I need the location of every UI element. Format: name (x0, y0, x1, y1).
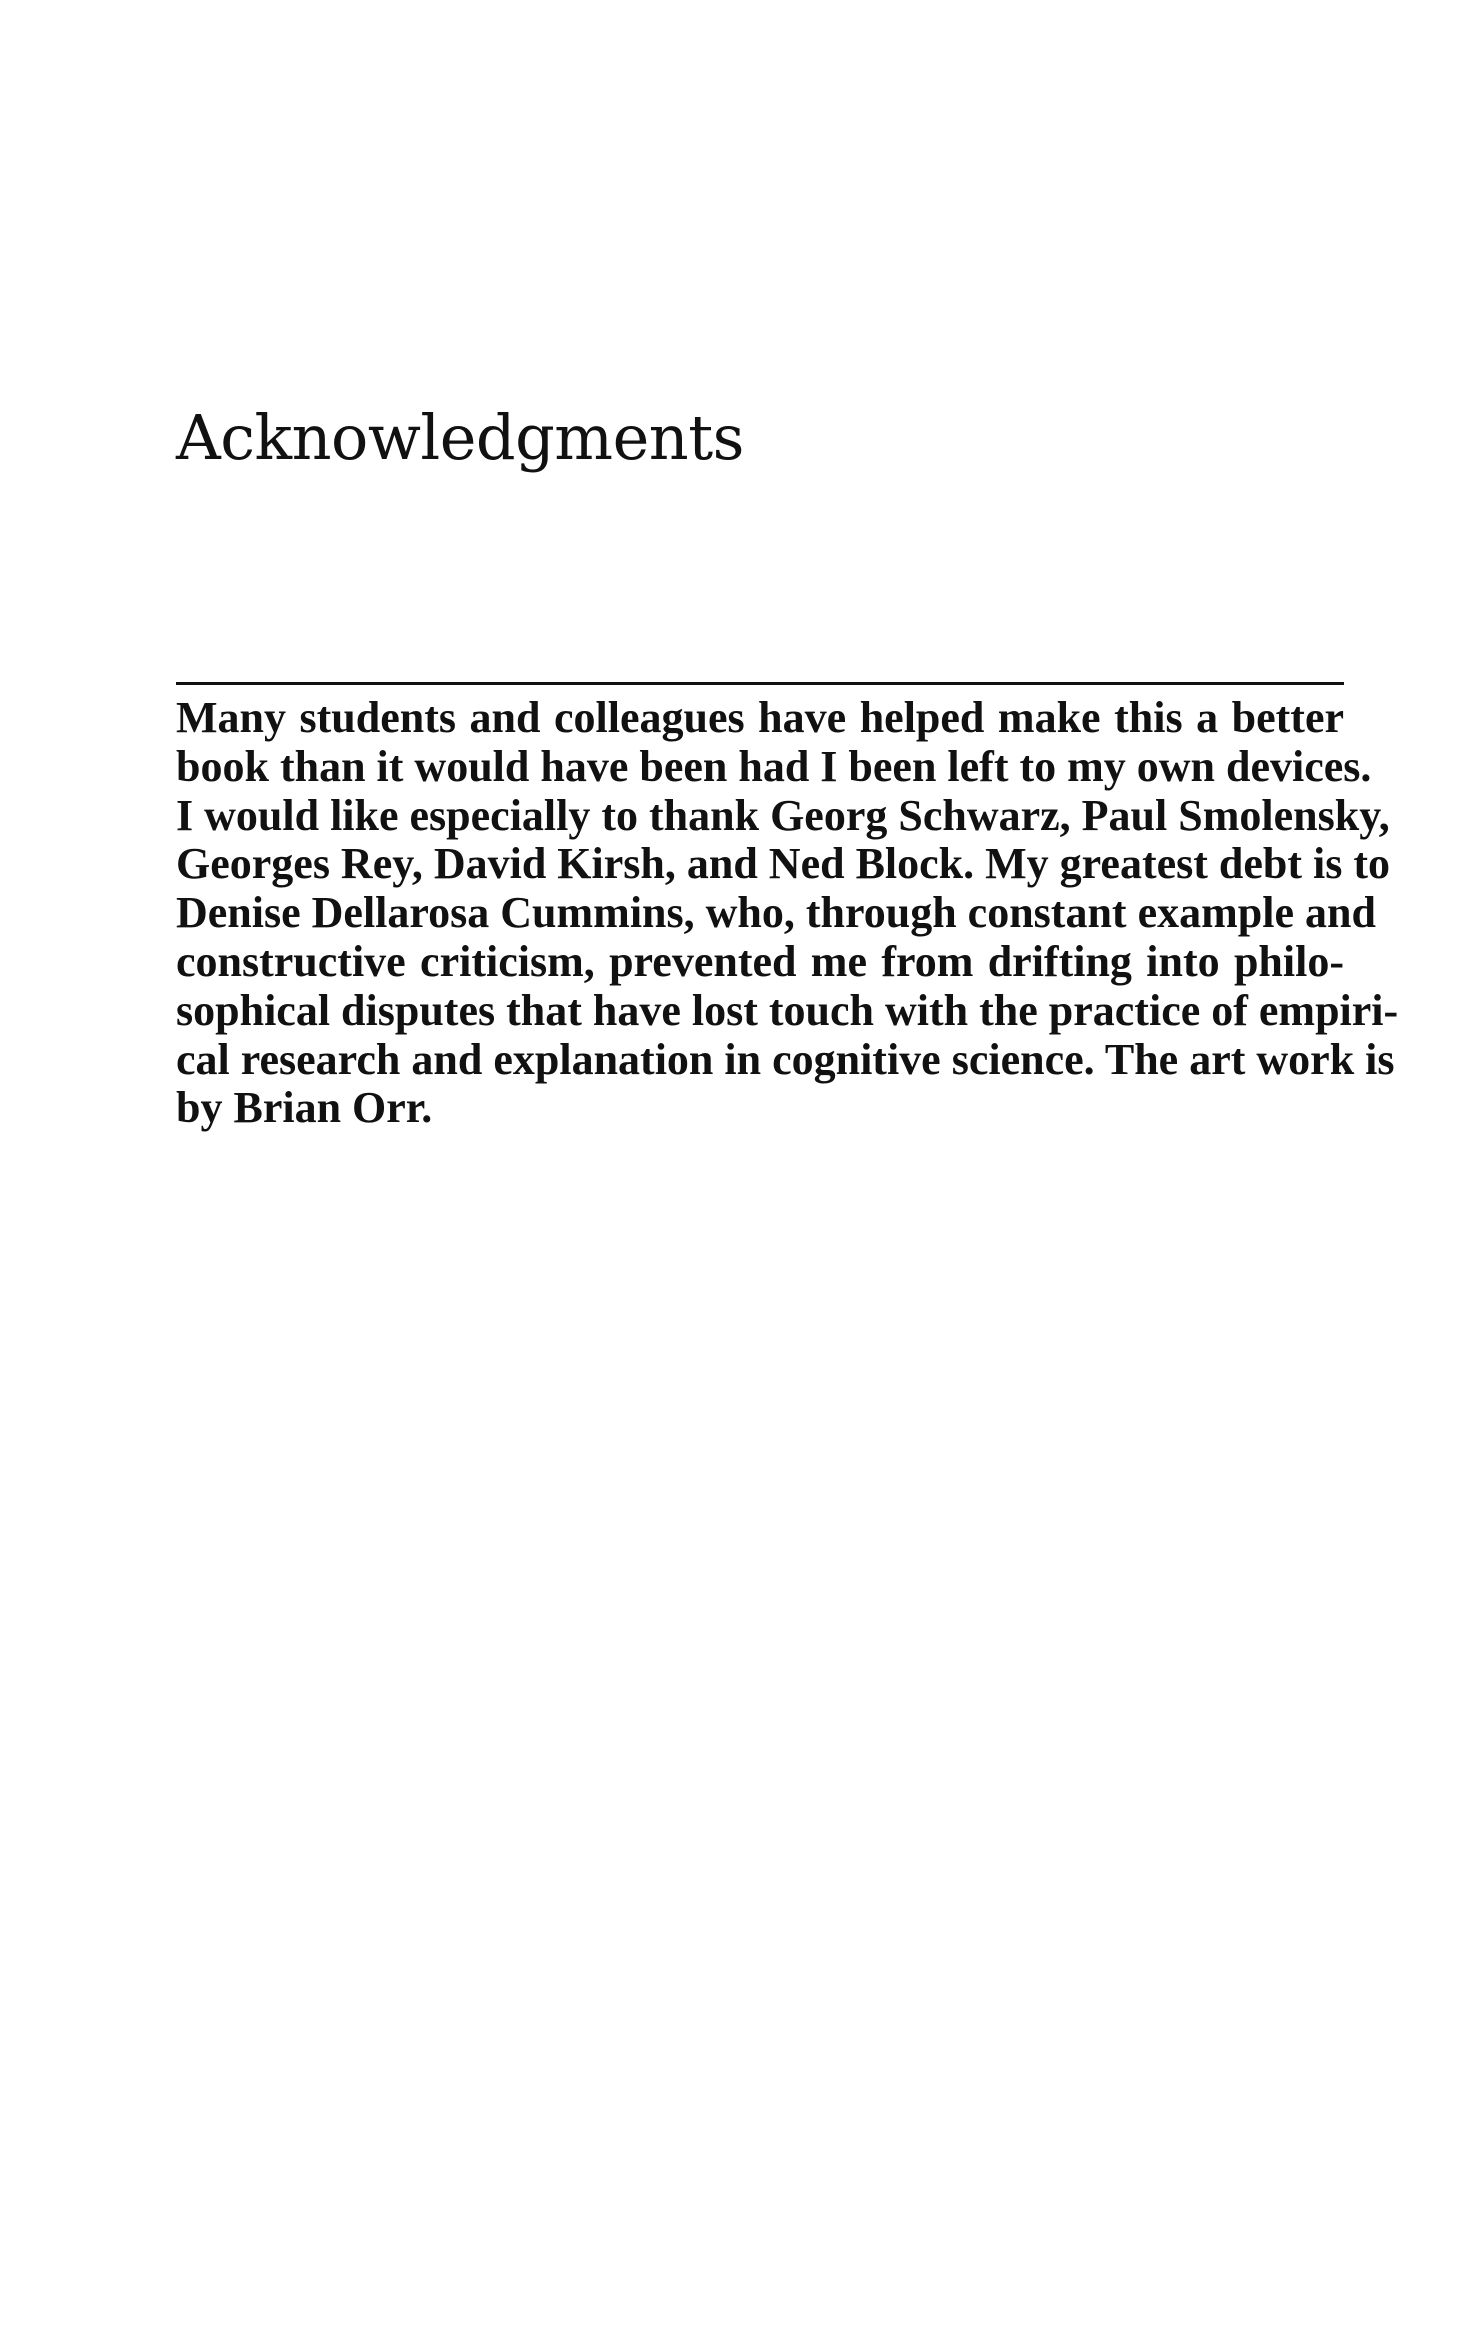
paragraph-line: by Brian Orr. (176, 1083, 433, 1133)
paragraph-line: cal research and explanation in cognitive science. The art work is (176, 1034, 1395, 1084)
horizontal-rule (176, 682, 1344, 685)
acknowledgments-paragraph (176, 693, 1399, 1133)
paragraph-line: Georges Rey, David Kirsh, and Ned Block. My greatest debt is to (176, 839, 1391, 889)
paragraph-line: book than it would have been had I been left to my own devices. (176, 741, 1372, 791)
paragraph-line: Many students and colleagues have helped make this a better (176, 693, 1344, 742)
paragraph-line: I would like especially to thank Georg Schwarz, Paul Smolensky, (176, 790, 1390, 840)
section-title: Acknowledgments (176, 401, 744, 474)
paragraph-line: Denise Dellarosa Cummins, who, through constant example and (176, 888, 1376, 938)
paragraph-line: sophical disputes that have lost touch with the practice of empiri- (176, 985, 1399, 1035)
paragraph-line: constructive criticism, prevented me from drifting into philo- (176, 936, 1344, 986)
